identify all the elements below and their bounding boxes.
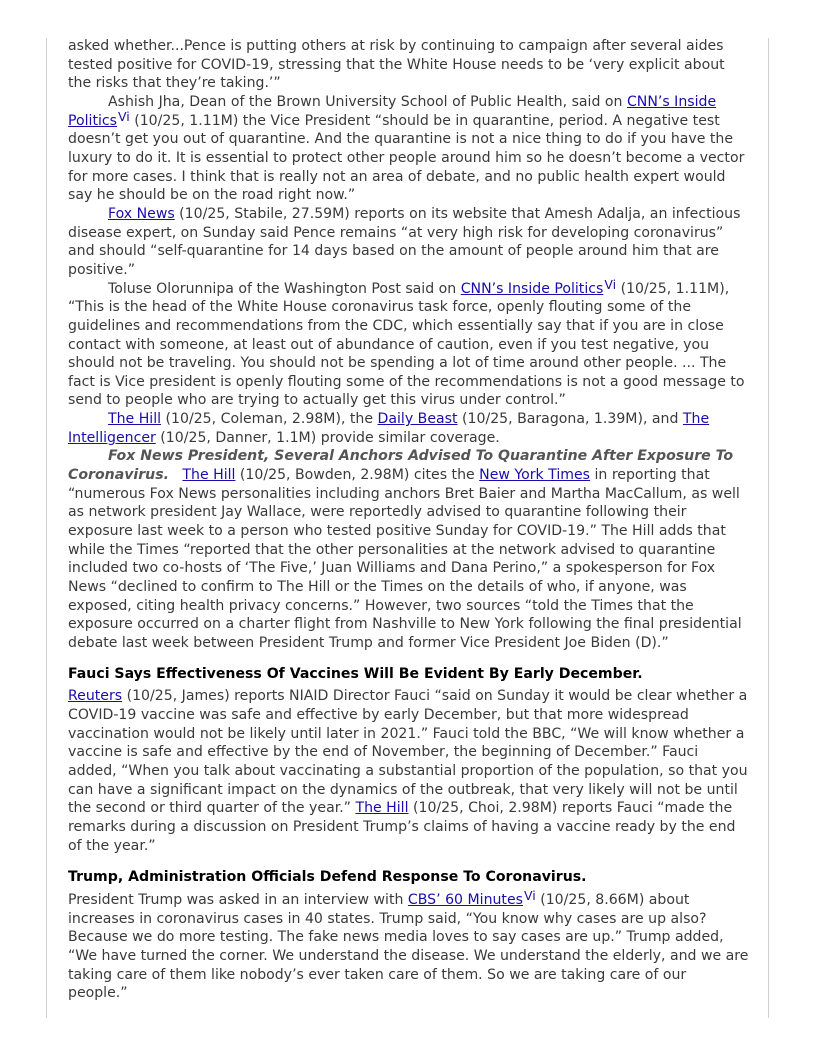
link-fox-news[interactable]: Fox News <box>108 205 175 222</box>
paragraph-fox-quarantine: Fox News President, Several Anchors Advised To Quarantine After Exposure To Coronavirus. The Hill (10/25, Bowden, 2.98M) cites the New York Times in reporting that “numerous Fox News personalities including anchors Bret Baier and Martha MacCallum, as well as network president Jay Wallace, were reportedly advised to quarantine following their exposure last week to a person who tested positive Sunday for COVID-19.” The Hill adds that while the Times “reported that the other personalities at the network advised to quarantine included two co-hosts of ‘The Five,’ Juan Williams and Dana Perino,” a spokesperson for Fox News “declined to confirm to The Hill or the Times on the details of who, if anyone, was exposed, citing health privacy concerns.” However, two sources “told the Times that the exposure occurred on a charter flight from Nashville to New York following the final presidential debate last week between President Trump and former Vice President Joe Biden (D).” <box>68 448 742 651</box>
paragraph-fauci: Reuters (10/25, James) reports NIAID Director Fauci “said on Sunday it would be clear whether a COVID-19 vaccine was safe and effective by early December, but that more widespread vaccination would not be likely until later in 2021.” Fauci told the BBC, “We will know whether a vaccine is safe and effective by the end of November, the beginning of December.” Fauci added, “When you talk about vaccinating a substantial proportion of the population, so that you can have a significant impact on the dynamics of the outbreak, that very likely will not be until the second or third quarter of the year.” The Hill (10/25, Choi, 2.98M) reports Fauci “made the remarks during a discussion on President Trump’s claims of having a vaccine ready by the end of the year.” <box>68 688 748 854</box>
link-the-hill-3[interactable]: The Hill <box>355 800 409 817</box>
paragraph-similar-coverage: The Hill (10/25, Coleman, 2.98M), the Daily Beast (10/25, Baragona, 1.39M), and The Intelligencer (10/25, Danner, 1.1M) provide similar coverage. <box>68 411 710 446</box>
left-margin-rule <box>46 38 47 1018</box>
paragraph-fox-adalja: Fox News (10/25, Stabile, 27.59M) reports on its website that Amesh Adalja, an infectious disease expert, on Sunday said Pence remains “at very high risk for developing coronavirus” and should “self-quarantine for 14 days based on the amount of people around him that are positive.” <box>68 205 741 278</box>
link-daily-beast[interactable]: Daily Beast <box>377 411 458 428</box>
document-body <box>68 37 750 1003</box>
paragraph-trump-60-minutes: President Trump was asked in an interview with CBS’ 60 MinutesVi (10/25, 8.66M) about increases in coronavirus cases in 40 states. Trump said, “You know why cases are up also? Because we do more testing. The fake news media loves to say cases are up.” Trump added, “We have turned the corner. We understand the disease. We understand the elderly, and we are taking care of them like nobody’s ever taken care of them. So we are taking care of our people.” <box>68 887 749 1002</box>
video-icon[interactable]: Vi <box>604 276 617 292</box>
headline-fauci-vaccines: Fauci Says Effectiveness Of Vaccines Will Be Evident By Early December. <box>68 665 643 682</box>
paragraph-olorunnipa: Toluse Olorunnipa of the Washington Post said on CNN’s Inside PoliticsVi (10/25, 1.11M), “This is the head of the White House coronavirus task force, openly flouting some of the guidelines and recommendations from the CDC, which essentially say that if you are in close contact with someone, at least out of abundance of caution, even if you test negative, you should not be traveling. You should not be spending a lot of time around other people. ... The fact is Vice president is openly flouting some of the recommendations is not a good message to send to people who are trying to actually get this virus under control.” <box>68 276 745 409</box>
link-cbs-60-minutes[interactable]: CBS’ 60 Minutes <box>407 891 523 908</box>
paragraph-jha: Ashish Jha, Dean of the Brown University School of Public Health, said on CNN’s Inside PoliticsVi (10/25, 1.11M) the Vice President “should be in quarantine, period. A negative test doesn’t get you out of quarantine. And the quarantine is not a nice thing to do if you have the luxury to do it. It is essential to protect other people around him so he doesn’t become a vector for more cases. I think that is really not an area of debate, and no public health expert would say he should be on the road right now.” <box>68 93 745 204</box>
paragraph-pence-risk: asked whether...Pence is putting others at risk by continuing to campaign after several aides tested positive for COVID-19, stressing that the White House needs to be ‘very explicit about the risks that they’re taking.’” <box>68 38 725 92</box>
video-icon[interactable]: Vi <box>523 887 536 903</box>
link-the-hill[interactable]: The Hill <box>108 411 162 428</box>
link-cnn-inside-politics-2[interactable]: CNN’s Inside Politics <box>460 280 604 297</box>
link-the-hill-2[interactable]: The Hill <box>182 467 236 484</box>
right-margin-rule <box>768 38 769 1018</box>
link-the-intelligencer[interactable]: The Intelligencer <box>68 411 710 446</box>
link-new-york-times[interactable]: New York Times <box>479 467 591 484</box>
link-reuters[interactable]: Reuters <box>68 688 123 705</box>
subheadline-fox-quarantine: Fox News President, Several Anchors Advised To Quarantine After Exposure To Coronavirus. <box>68 448 734 484</box>
headline-trump-response: Trump, Administration Officials Defend Response To Coronavirus. <box>68 869 587 886</box>
link-cnn-inside-politics[interactable]: CNN’s Inside Politics <box>68 93 717 129</box>
video-icon[interactable]: Vi <box>117 108 130 124</box>
